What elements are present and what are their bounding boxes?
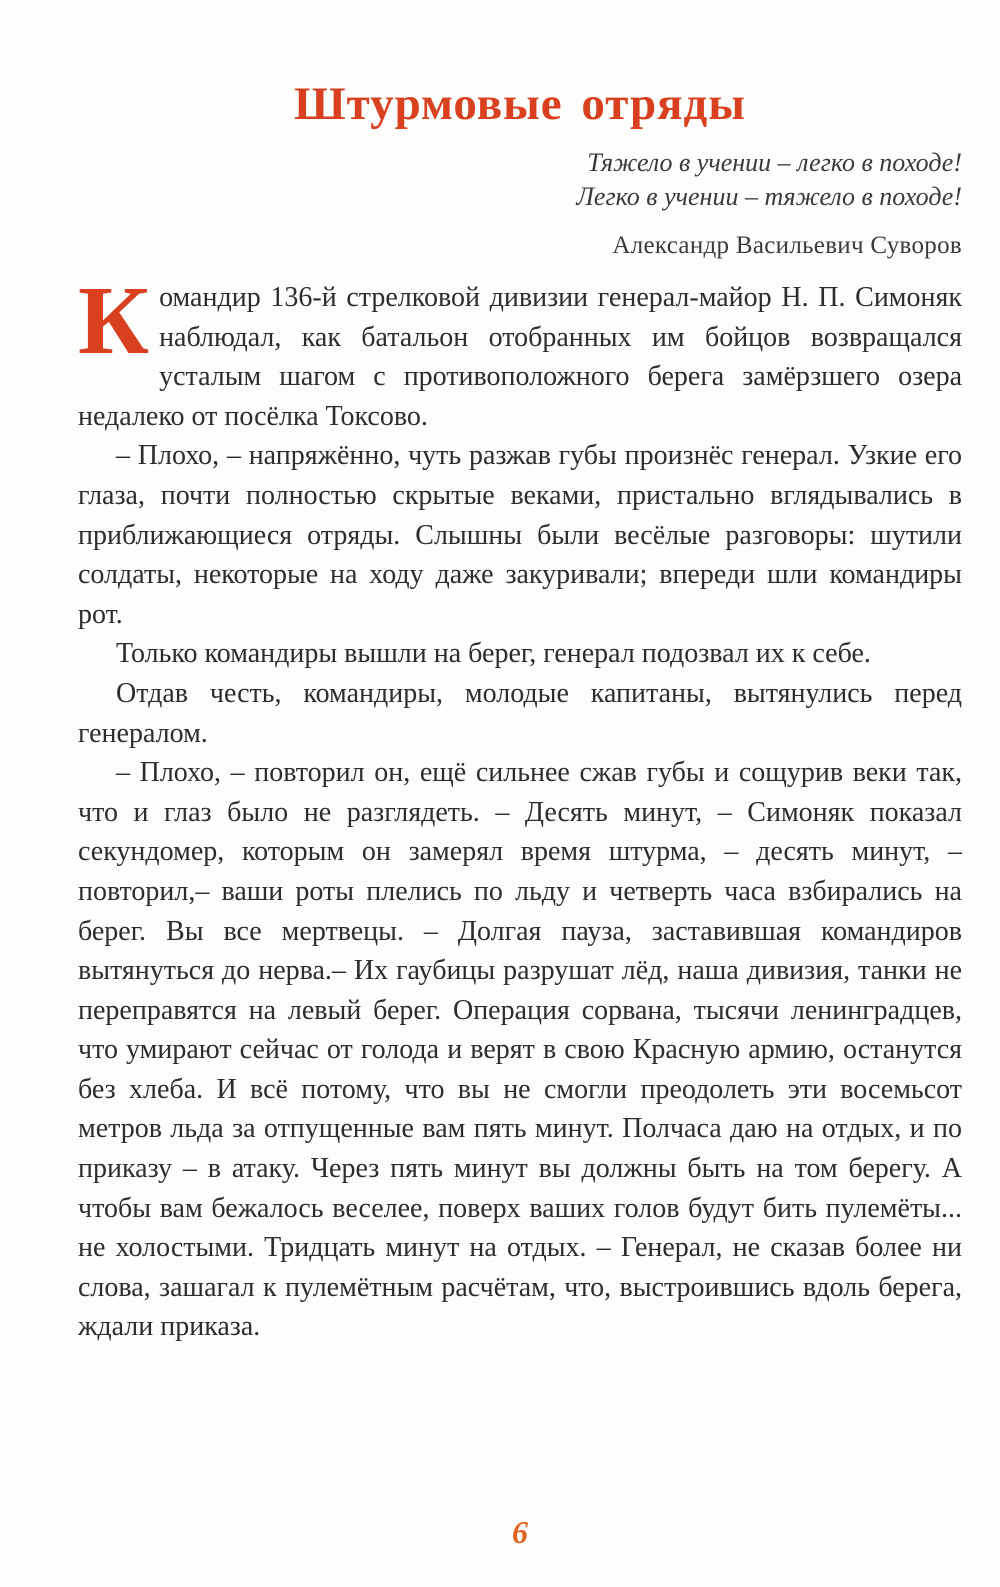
drop-cap: К (78, 267, 150, 375)
paragraph-5: – Плохо, – повторил он, ещё сильнее сжав губы и сощурив веки так, что и глаз было не разглядеть. – Десять минут, – Симоняк показал секундомер, которым он замерял время штурма, – десять минут, – повторил,– ваши роты плелись по льду и четверть часа взбирались на берег. Вы все мертвецы. – Долгая пауза, заставившая командиров вытянуться до нерва.– Их гаубицы разрушат лёд, наша дивизия, танки не переправятся на левый берег. Операция сорвана, тысячи ленинградцев, что умирают сейчас от голода и верят в свою Красную армию, останутся без хлеба. И всё потому, что вы не смогли преодолеть эти восемьсот метров льда за отпущенные вам пять минут. Полчаса даю на отдых, и по приказу – в атаку. Через пять минут вы должны быть на том берегу. А чтобы вам бежалось веселее, поверх ваших голов будут бить пулемёты... не холостыми. Тридцать минут на отдых. – Генерал, не сказав более ни слова, зашагал к пулемётным расчётам, что, выстроившись вдоль берега, ждали приказа. (78, 757, 962, 1343)
epigraph-author: Александр Васильевич Суворов (612, 232, 962, 259)
epigraph-line-1: Тяжело в учении – легко в походе! (587, 148, 962, 177)
paragraph-1 (78, 267, 962, 436)
epigraph-line-2: Легко в учении – тяжело в походе! (576, 182, 962, 211)
page-number: 6 (512, 1514, 528, 1550)
chapter-title: Штурмовые отряды (294, 78, 746, 130)
paragraph-4: Отдав честь, командиры, молодые капитаны, вытянулись перед генералом. (78, 677, 962, 749)
book-page (78, 0, 962, 1587)
paragraph-3: Только командиры вышли на берег, генерал подозвал их к себе. (116, 638, 871, 670)
epigraph (78, 146, 962, 214)
paragraph-1-text: омандир 136-й стрелковой дивизии генерал-майор Н. П. Симоняк наблюдал, как батальон отобранных им бойцов возвращался усталым шагом с противоположного берега замёрзшего озера недалеко от посёлка Токсово. (78, 282, 962, 432)
paragraph-2: – Плохо, – напряжённо, чуть разжав губы произнёс генерал. Узкие его глаза, почти полностью скрытые веками, пристально вглядывались в приближающиеся отряды. Слышны были весёлые разговоры: шутили солдаты, некоторые на ходу даже закуривали; впереди шли командиры рот. (78, 440, 962, 630)
chapter-body (78, 267, 962, 1347)
